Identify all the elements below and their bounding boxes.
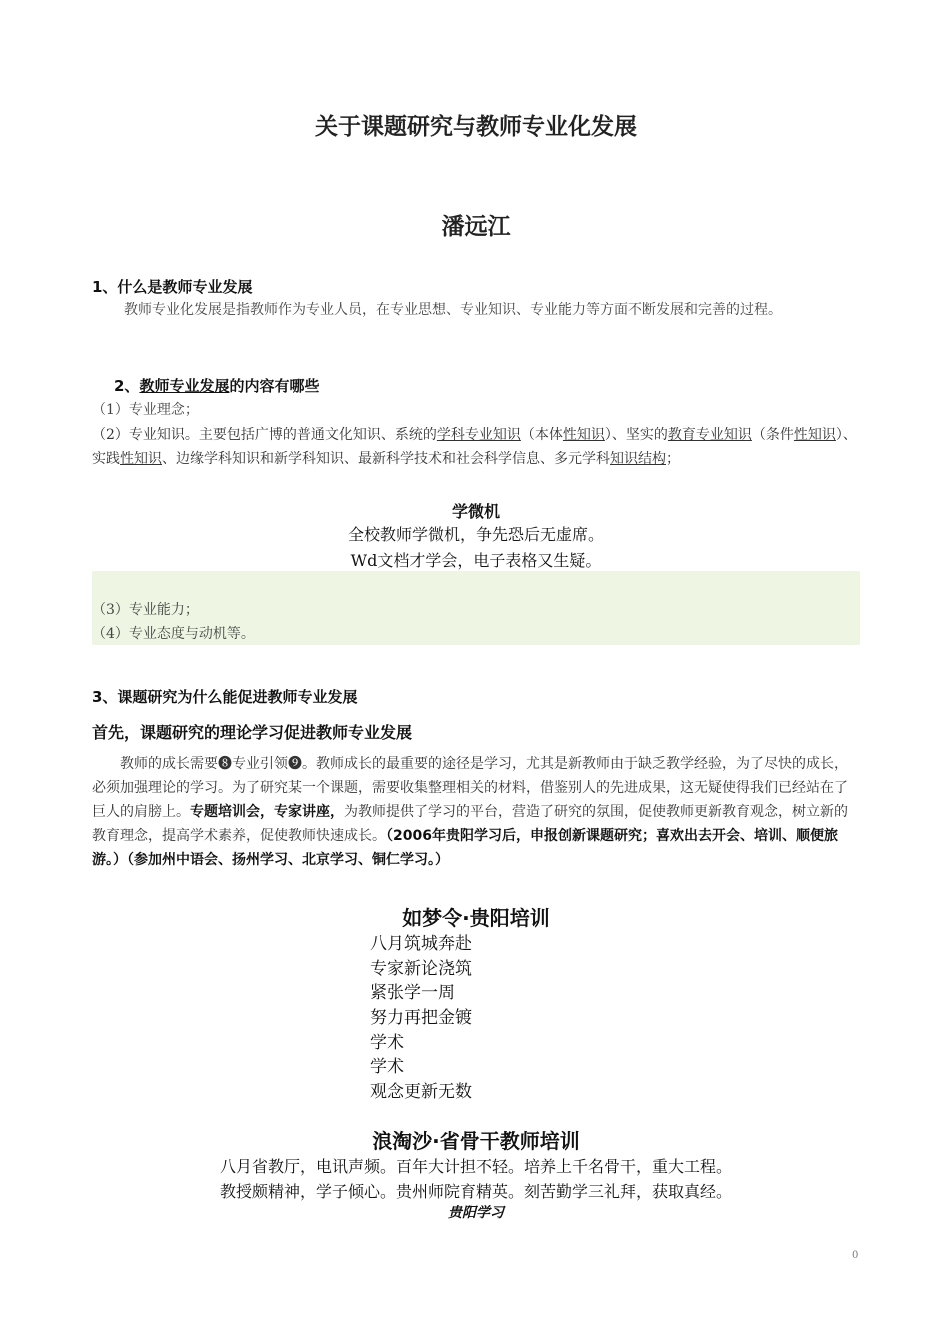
poem-weiji-line-2: Wd文档才学会，电子表格又生疑。	[350, 551, 602, 570]
section-2-heading	[114, 375, 319, 396]
section-2-heading-link: 教师专业发展	[139, 377, 230, 395]
item-2-text: （2）专业知识。主要包括广博的普通文化知识、系统的	[92, 427, 437, 443]
item-2-underlined: 性知识	[793, 427, 836, 443]
poem-rumengling-line: 专家新论浇筑	[370, 959, 472, 979]
section-2-item-1: （1）专业理念；	[92, 402, 199, 418]
poem-langtaosha-line-2: 教授颇精神，学子倾心。贵州师院育精英。刻苦勤学三礼拜，获取真经。	[219, 1182, 732, 1201]
paragraph-bold: （2006年贵阳学习后，申报创新课题研究；喜欢出去开会、培训、顺便旅游。）（参加州中语会、扬州学习、北京学习、铜仁学习。）	[92, 828, 838, 868]
poem-langtaosha-title: 浪淘沙·省骨干教师培训	[372, 1129, 580, 1153]
item-2-underlined: 知识结构	[610, 451, 666, 467]
item-2-text: ）、实践	[92, 427, 857, 467]
item-2-underlined: 学科专业知识	[436, 427, 521, 443]
section-1-heading: 1、什么是教师专业发展	[92, 278, 253, 296]
item-2-text: ；	[666, 451, 680, 467]
section-3-heading: 3、课题研究为什么能促进教师专业发展	[92, 688, 358, 706]
poem-rumengling-line: 紧张学一周	[370, 983, 455, 1003]
poem-langtaosha-line-1: 八月省教厅，电讯声频。百年大计担不轻。培养上千名骨干，重大工程。	[219, 1157, 732, 1176]
section-2-item-3: （3）专业能力；	[92, 602, 199, 618]
poem-rumengling-line: 努力再把金镀	[370, 1008, 472, 1028]
item-2-underlined: 性知识	[562, 427, 605, 443]
section-3-paragraph	[92, 752, 860, 872]
item-2-text: 、边缘学科知识和新学科知识、最新科学技术和社会科学信息、多元学科	[162, 451, 610, 467]
paragraph-bold: 专题培训会，专家讲座，	[190, 804, 344, 820]
poem-weiji-line-1: 全校教师学微机，争先恐后无虚席。	[347, 525, 604, 544]
item-2-underlined: 教育专业知识	[667, 427, 752, 443]
section-1-body: 教师专业化发展是指教师作为专业人员，在专业思想、专业知识、专业能力等方面不断发展和完善的过程。	[124, 302, 782, 318]
page-number: 0	[852, 1250, 859, 1261]
section-2-heading-rest: 的内容有哪些	[229, 377, 320, 395]
item-2-text: （条件	[751, 427, 794, 443]
item-2-text: ）、坚实的	[604, 427, 668, 443]
poem-rumengling-line: 观念更新无数	[370, 1082, 472, 1102]
section-2-item-2	[92, 423, 860, 471]
poem-rumengling-title: 如梦令·贵阳培训	[402, 906, 550, 930]
item-2-underlined: 性知识	[120, 451, 162, 467]
paragraph-text: 为教师提供了学习的平台，营造了研究的氛围，促使教师更新教育观念，树立新的教育理念，提高学术素养，促使教师快速成长。	[92, 804, 848, 844]
author-name: 潘远江	[441, 214, 511, 240]
poem-rumengling-line: 学术	[370, 1033, 404, 1053]
poem-weiji-title: 学微机	[451, 502, 500, 521]
poem-rumengling-line: 八月筑城奔赴	[370, 934, 472, 954]
section-3-subheading: 首先，课题研究的理论学习促进教师专业发展	[92, 723, 413, 742]
stamp-caption: 贵阳学习	[448, 1205, 504, 1221]
paragraph-text: 教师的成长需要❽专业引领❾。教师成长的最重要的途径是学习，尤其是新教师由于缺乏教学经验，为了尽快的成长，必须加强理论的学习。为了研究某一个课题，需要收集整理相关的材料，借鉴别人的先进成果，这无疑使得我们已经站在了巨人的肩膀上。	[92, 756, 848, 820]
document-title: 关于课题研究与教师专业化发展	[315, 114, 637, 140]
section-2-heading-num: 2、	[114, 377, 140, 395]
document-page	[92, 0, 860, 1344]
poem-rumengling-line: 学术	[370, 1057, 404, 1077]
section-2-item-4: （4）专业态度与动机等。	[92, 626, 255, 642]
item-2-text: （本体	[520, 427, 563, 443]
